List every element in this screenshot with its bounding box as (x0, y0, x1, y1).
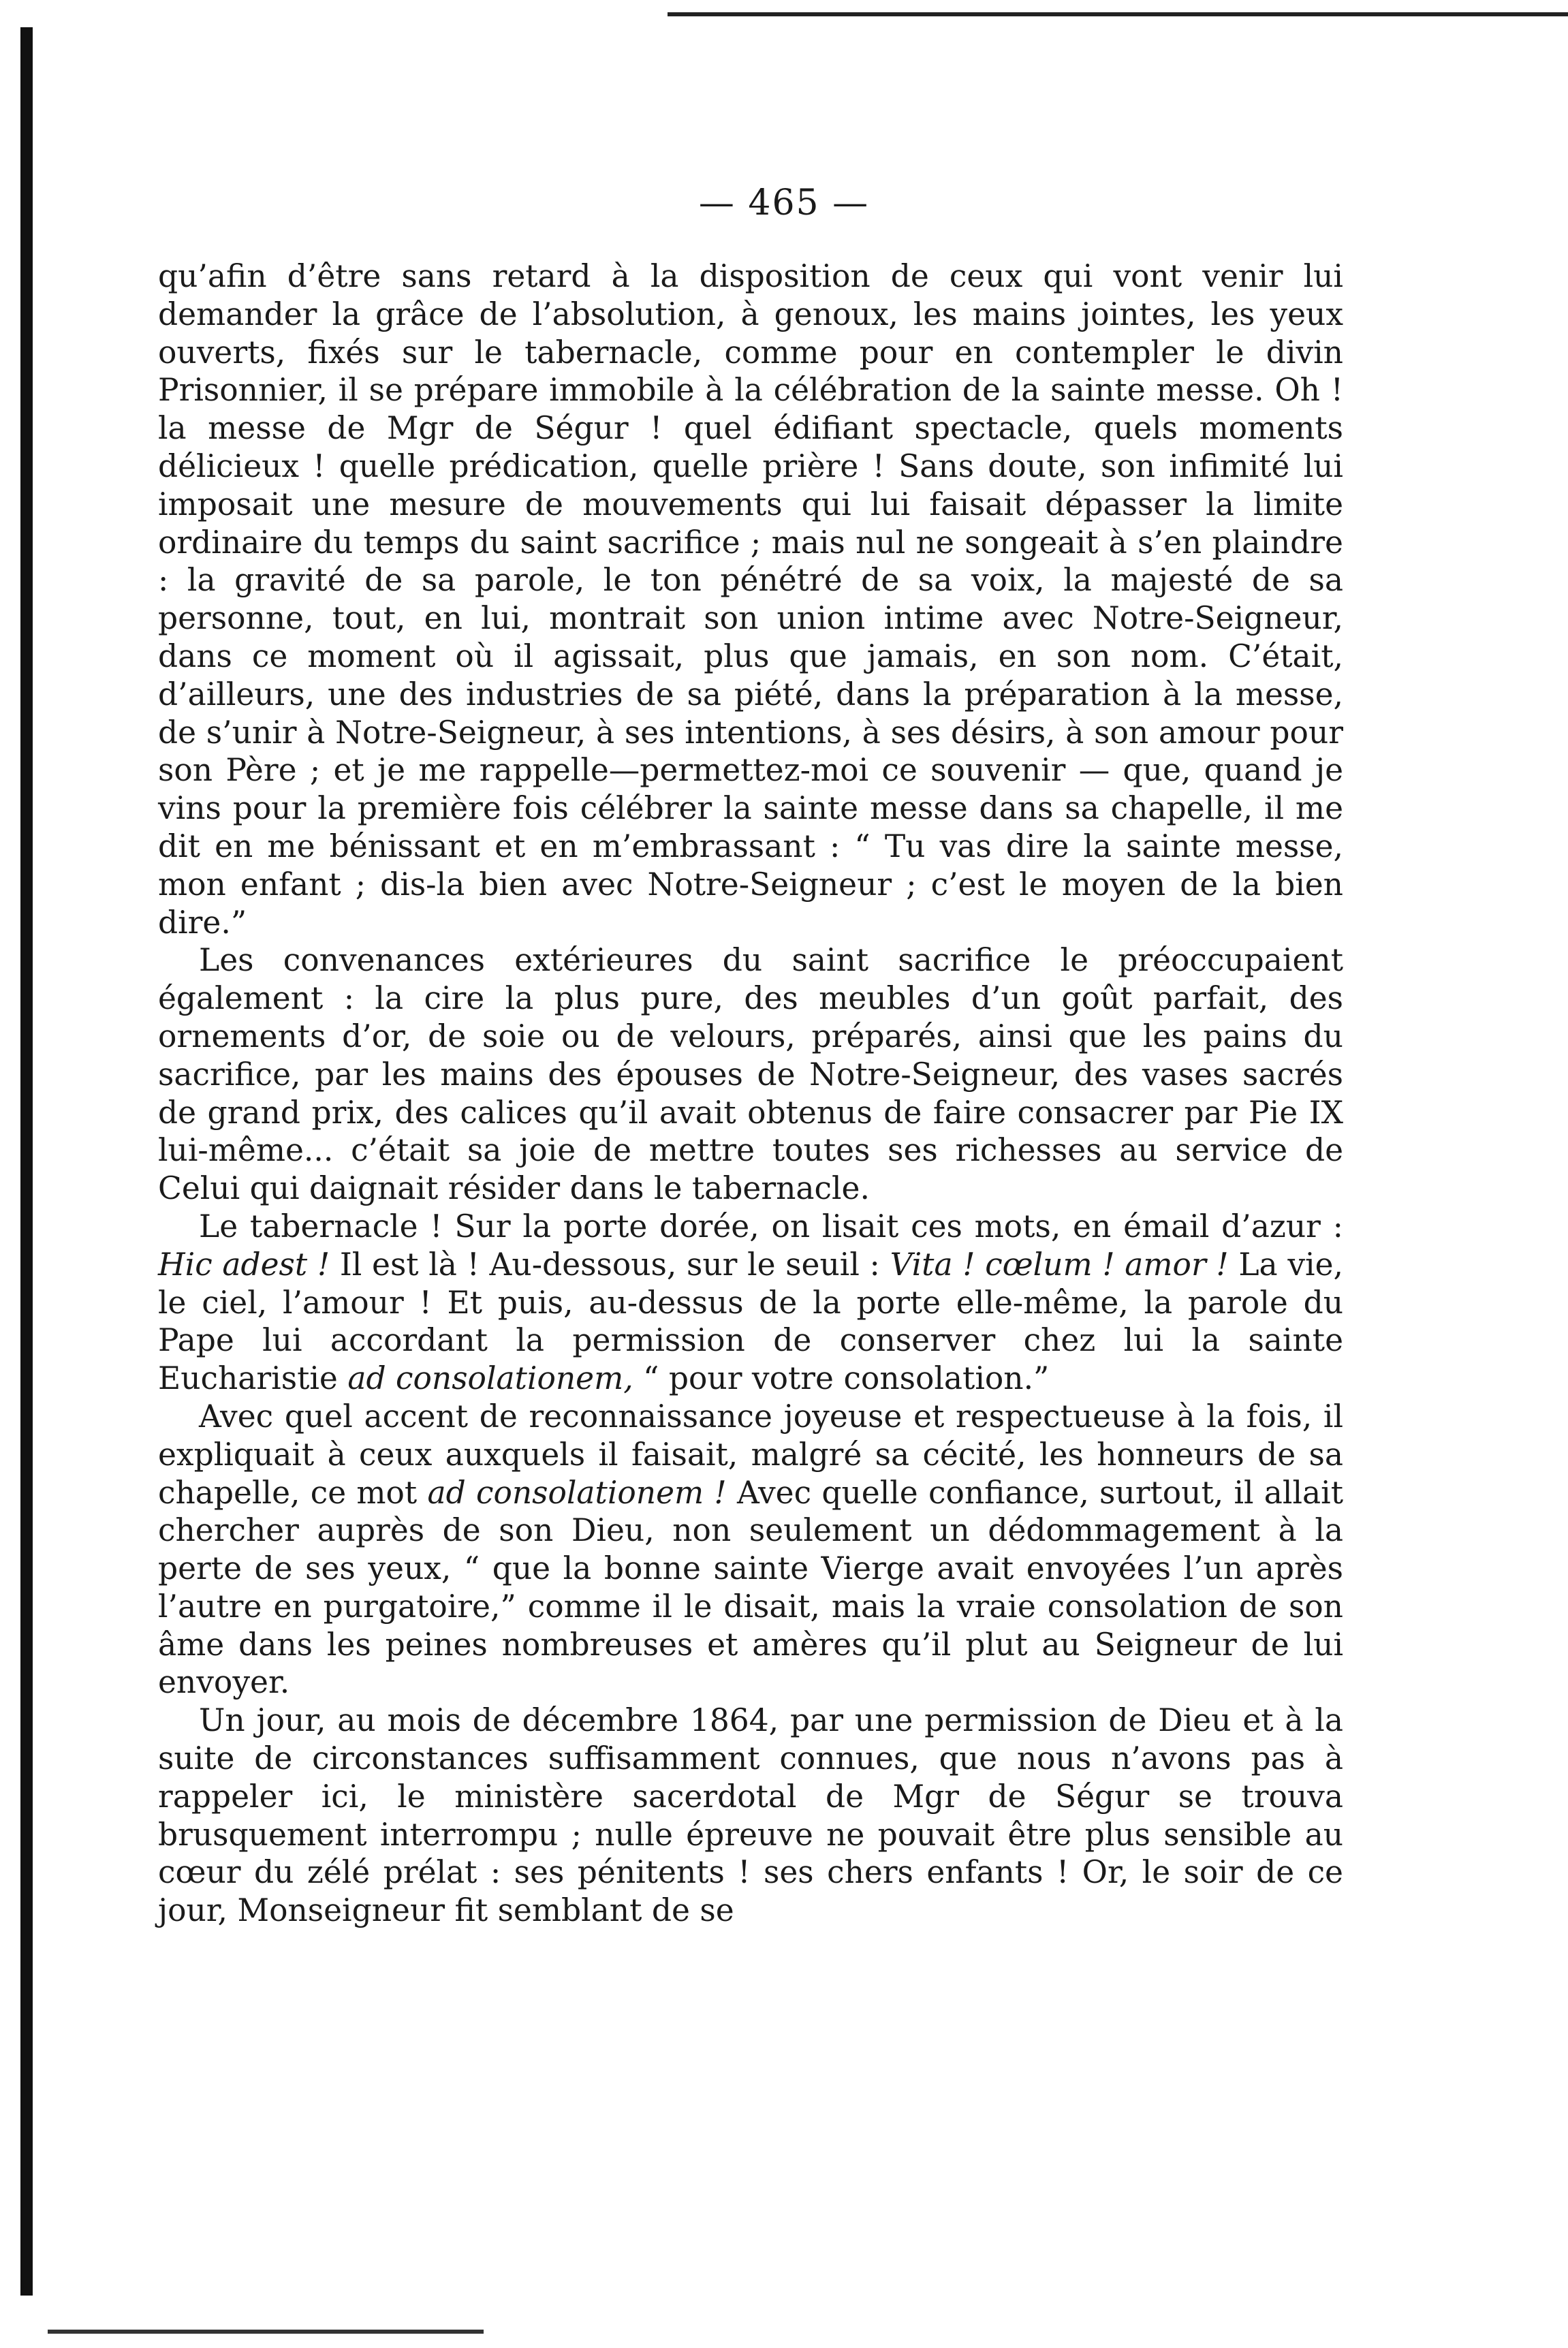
text-run: qu’afin d’être sans retard à la disposition de ceux qui vont venir lui demander la grâce de l’absolution, à genoux, les mains jointes, les yeux ouverts, fixés sur le tabernacle, comme pour en contempler le divin Prisonnier, il se prépare immobile à la célébration de la sainte messe. Oh ! la messe de Mgr de Ségur ! quel édifiant spectacle, quels moments délicieux ! quelle prédication, quelle prière ! Sans doute, son infimité lui imposait une mesure de mouvements qui lui faisait dépasser la limite ordinaire du temps du saint sacrifice ; mais nul ne songeait à s’en plaindre : la gravité de sa parole, le ton pénétré de sa voix, la majesté de sa personne, tout, en lui, montrait son union intime avec Notre-Seigneur, dans ce moment où il agissait, plus que jamais, en son nom. C’était, d’ailleurs, une des industries de sa piété, dans la préparation à la messe, de s’unir à Notre-Seigneur, à ses intentions, à ses désirs, à son amour pour son Père ; et je me rappelle—permettez-moi ce souvenir — que, quand je vins pour la première fois célébrer la sainte messe dans sa chapelle, il me dit en me bénissant et en m’embrassant : “ Tu vas dire la sainte messe, mon enfant ; dis-la bien avec Notre-Seigneur ; c’est le moyen de la bien dire.” (158, 258, 1343, 941)
paragraph-p2 (158, 941, 1343, 1208)
text-run: “ pour votre consolation.” (633, 1360, 1050, 1397)
italic-text: ad consolationem, (347, 1360, 633, 1397)
italic-text: Hic adest ! (158, 1246, 330, 1283)
scan-border-left (20, 27, 33, 2296)
italic-text: Vita ! cœlum ! amor ! (890, 1246, 1229, 1283)
page-number: — 465 — (698, 183, 870, 223)
paragraph-p1 (158, 257, 1343, 941)
paragraph-p3 (158, 1208, 1343, 1398)
paragraph-p5 (158, 1702, 1343, 1930)
text-run: Les convenances extérieures du saint sacrifice le préoccupaient également : la cire la plus pure, des meubles d’un goût parfait, des ornements d’or, de soie ou de velours, préparés, ainsi que les pains du sacrifice, par les mains des épouses de Notre-Seigneur, des vases sacrés de grand prix, des calices qu’il avait obtenus de faire consacrer par Pie IX lui-même... c’était sa joie de mettre toutes ses richesses au service de Celui qui daignait résider dans le tabernacle. (158, 942, 1343, 1207)
text-run: Le tabernacle ! Sur la porte dorée, on lisait ces mots, en émail d’azur : (199, 1208, 1343, 1245)
text-run: Avec quel accent de reconnaissance joyeuse et respectueuse à la fois, il expliquait à ceux auxquels il faisait, malgré sa cécité, les honneurs de sa chapelle, ce mot (158, 1398, 1343, 1511)
text-run: Il est là ! Au-dessous, sur le seuil : (330, 1246, 890, 1283)
scan-line-bottom (48, 2330, 484, 2334)
body-text (158, 257, 1343, 1930)
italic-text: ad consolationem ! (427, 1474, 727, 1511)
text-run: La vie, le ciel, l’amour ! Et puis, au-dessus de la porte elle-même, la parole du Pape lui accordant la permission de conserver chez lui la sainte Eucharistie (158, 1246, 1343, 1397)
text-run: Avec quelle confiance, surtout, il allait chercher auprès de son Dieu, non seulement un dédommagement à la perte de ses yeux, “ que la bonne sainte Vierge avait envoyées l’un après l’autre en purgatoire,” comme il le disait, mais la vraie consolation de son âme dans les peines nombreuses et amères qu’il plut au Seigneur de lui envoyer. (158, 1474, 1343, 1701)
text-run: Un jour, au mois de décembre 1864, par une permission de Dieu et à la suite de circonstances suffisamment connues, que nous n’avons pas à rappeler ici, le ministère sacerdotal de Mgr de Ségur se trouva brusquement interrompu ; nulle épreuve ne pouvait être plus sensible au cœur du zélé prélat : ses pénitents ! ses chers enfants ! Or, le soir de ce jour, Monseigneur fit semblant de se (158, 1702, 1343, 1929)
paragraph-p4 (158, 1398, 1343, 1702)
scan-line-top (668, 12, 1568, 16)
